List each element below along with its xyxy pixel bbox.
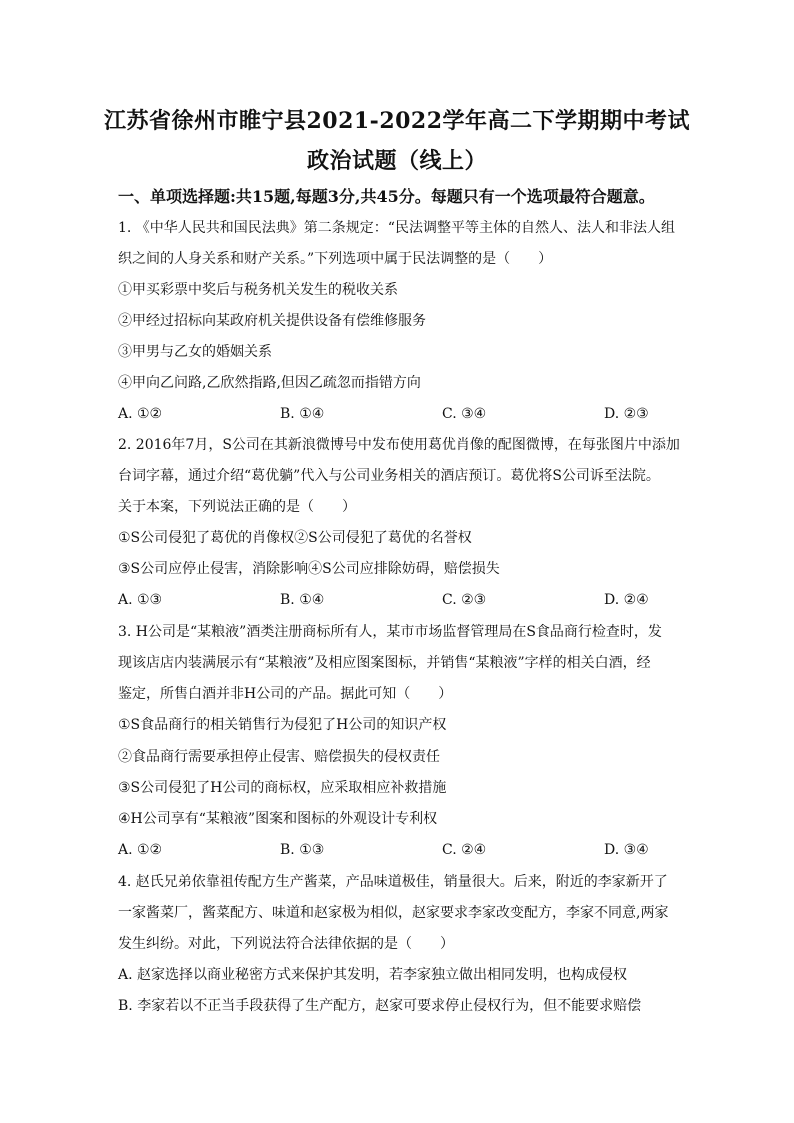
exam-subtitle: 政治试题（线上） [306,148,487,174]
question-2-statements-3-4: ③S公司应停止侵害，消除影响④S公司应排除妨碍，赔偿损失 [118,561,500,577]
question-2-options [118,590,678,610]
question-1-stem-line-2: 织之间的人身关系和财产关系。”下列选项中属于民法调整的是（ ） [118,251,553,267]
question-2-option-d: D. ②④ [604,592,649,608]
question-1-option-b: B. ①④ [280,406,325,422]
question-3-option-c: C. ②④ [442,842,487,858]
question-1-statement-3: ③甲男与乙女的婚姻关系 [118,344,272,360]
question-1-option-a: A. ①② [118,406,163,422]
question-3-option-b: B. ①③ [280,842,325,858]
question-2-option-c: C. ②③ [442,592,487,608]
question-3-statement-4: ④H公司享有“某粮液”图案和图标的外观设计专利权 [118,811,438,827]
question-1-statement-2: ②甲经过招标向某政府机关提供设备有偿维修服务 [118,313,426,329]
question-3-stem-line-1: 3. H公司是“某粮液”酒类注册商标所有人，某市市场监督管理局在S食品商行检查时，发 [118,624,662,640]
question-1-options [118,404,678,424]
question-3-option-d: D. ③④ [604,842,649,858]
exam-title: 江苏省徐州市睢宁县2021-2022学年高二下学期期中考试 [103,108,691,134]
question-2-stem-line-2: 台词字幕，通过介绍“葛优躺”代入与公司业务相关的酒店预订。葛优将S公司诉至法院。 [118,468,660,484]
question-1-stem-line-1: 1. 《中华人民共和国民法典》第二条规定：“民法调整平等主体的自然人、法人和非法人组 [118,220,675,236]
section-heading: 一、单项选择题:共15题,每题3分,共45分。每题只有一个选项最符合题意。 [118,187,655,206]
question-3-stem-line-2: 现该店店内装满展示有“某粮液”及相应图案图标，并销售“某粮液”字样的相关白酒，经 [118,655,651,671]
question-1-option-d: D. ②③ [604,406,649,422]
question-2-statements-1-2: ①S公司侵犯了葛优的肖像权②S公司侵犯了葛优的名誉权 [118,530,472,546]
question-1-option-c: C. ③④ [442,406,487,422]
question-3-option-a: A. ①② [118,842,163,858]
question-1-statement-4: ④甲向乙问路,乙欣然指路,但因乙疏忽而指错方向 [118,375,421,391]
question-3-statement-1: ①S食品商行的相关销售行为侵犯了H公司的知识产权 [118,717,447,733]
question-4-option-b: B. 李家若以不正当手段获得了生产配方，赵家可要求停止侵权行为，但不能要求赔偿 [118,998,642,1014]
question-3-options [118,840,678,860]
question-2-option-b: B. ①④ [280,592,325,608]
question-2-stem-line-1: 2. 2016年7月，S公司在其新浪微博号中发布使用葛优肖像的配图微博，在每张图片中添加 [118,437,680,453]
question-2-option-a: A. ①③ [118,592,163,608]
question-3-statement-2: ②食品商行需要承担停止侵害、赔偿损失的侵权责任 [118,749,440,765]
question-4-stem-line-3: 发生纠纷。对此，下列说法符合法律依据的是（ ） [118,936,454,952]
question-1-statement-1: ①甲买彩票中奖后与税务机关发生的税收关系 [118,282,398,298]
question-4-stem-line-2: 一家酱菜厂，酱菜配方、味道和赵家极为相似，赵家要求李家改变配方，李家不同意,两家 [118,905,669,921]
question-4-option-a: A. 赵家选择以商业秘密方式来保护其发明，若李家独立做出相同发明，也构成侵权 [118,967,628,983]
question-4-stem-line-1: 4. 赵氏兄弟依靠祖传配方生产酱菜，产品味道极佳，销量很大。后来，附近的李家新开了 [118,874,668,890]
question-3-statement-3: ③S公司侵犯了H公司的商标权，应采取相应补救措施 [118,780,447,796]
question-3-stem-line-3: 鉴定，所售白酒并非H公司的产品。据此可知（ ） [118,686,453,702]
question-2-stem-line-3: 关于本案，下列说法正确的是（ ） [118,499,356,515]
